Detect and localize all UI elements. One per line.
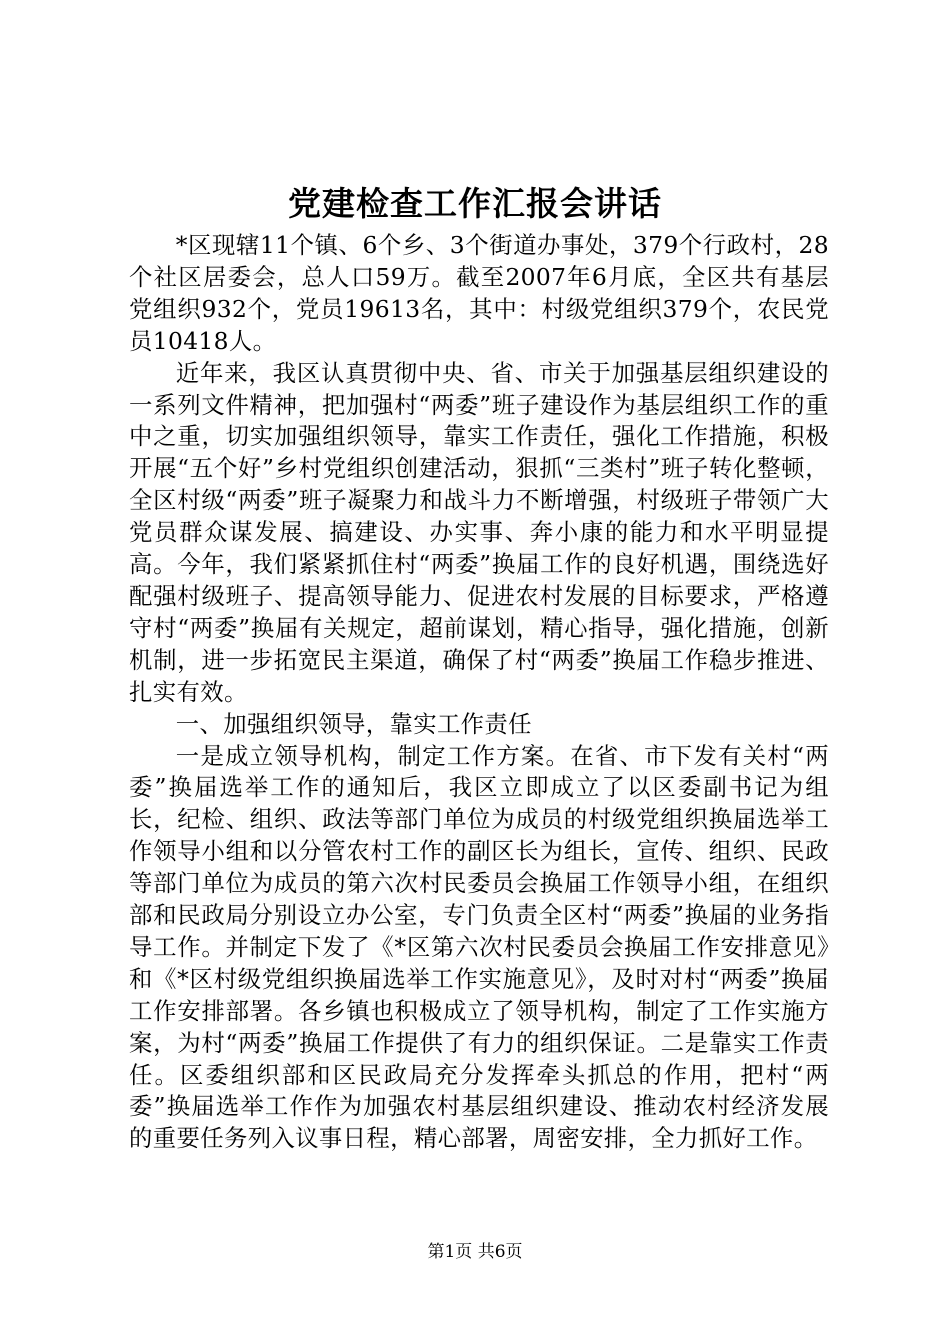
page-number-footer: 第1页 共6页 [427, 1242, 523, 1262]
paragraph-overview: *区现辖11个镇、6个乡、3个街道办事处，379个行政村，28个社区居委会，总人口59万。截至2007年6月底，全区共有基层党组织932个，党员19613名，其中：村级党组织379个，农民党员10418人。 [129, 231, 829, 355]
section-heading: 一、加强组织领导，靠实工作责任 [175, 709, 532, 738]
paragraph-section-one: 一是成立领导机构，制定工作方案。在省、市下发有关村“两委”换届选举工作的通知后，我区立即成立了以区委副书记为组长，纪检、组织、政法等部门单位为成员的村级党组织换届选举工作领导小组和以分管农村工作的副区长为组长，宣传、组织、民政等部门单位为成员的第六次村民委员会换届工作领导小组，在组织部和民政局分别设立办公室，专门负责全区村“两委”换届的业务指导工作。并制定下发了《*区第六次村民委员会换届工作安排意见》和《*区村级党组织换届选举工作实施意见》，及时对村“两委”换届工作安排部署。各乡镇也积极成立了领导机构，制定了工作实施方案，为村“两委”换届工作提供了有力的组织保证。二是靠实工作责任。区委组织部和区民政局充分发挥牵头抓总的作用，把村“两委”换届选举工作作为加强农村基层组织建设、推动农村经济发展的重要任务列入议事日程，精心部署，周密安排，全力抓好工作。 [129, 741, 829, 1153]
document-body [129, 230, 829, 1155]
document-title: 党建检查工作汇报会讲话 [288, 184, 662, 223]
paragraph-recent-work: 近年来，我区认真贯彻中央、省、市关于加强基层组织建设的一系列文件精神，把加强村“两委”班子建设作为基层组织工作的重中之重，切实加强组织领导，靠实工作责任，强化工作措施，积极开展“五个好”乡村党组织创建活动，狠抓“三类村”班子转化整顿，全区村级“两委”班子凝聚力和战斗力不断增强，村级班子带领广大党员群众谋发展、搞建设、办实事、奔小康的能力和水平明显提高。今年，我们紧紧抓住村“两委”换届工作的良好机遇，围绕选好配强村级班子、提高领导能力、促进农村发展的目标要求，严格遵守村“两委”换届有关规定，超前谋划，精心指导，强化措施，创新机制，进一步拓宽民主渠道，确保了村“两委”换届工作稳步推进、扎实有效。 [129, 358, 829, 706]
